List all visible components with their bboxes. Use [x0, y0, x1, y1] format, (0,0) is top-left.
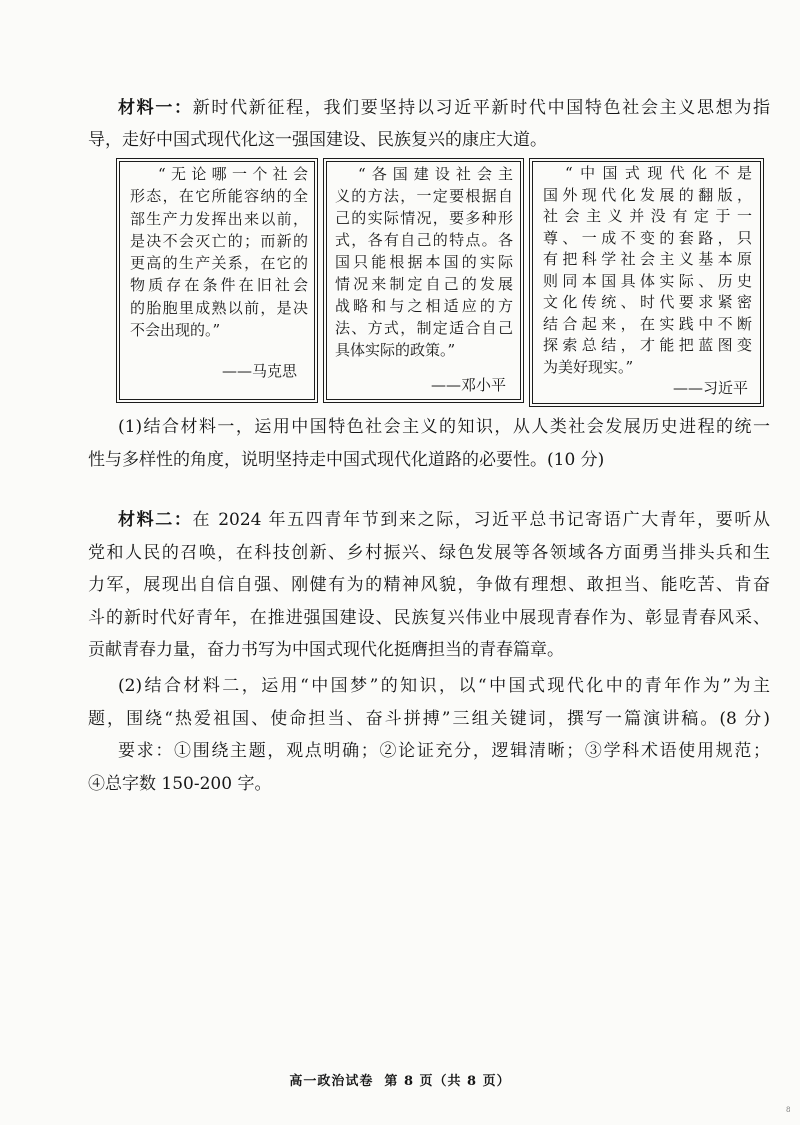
question-1-line: 性与多样性的角度，说明坚持走中国式现代化道路的必要性。(10 分)	[88, 450, 605, 470]
quote-line: 更高的生产关系，在它的	[130, 254, 308, 273]
quote-line: 国外现代化发展的翻版，	[543, 185, 752, 204]
quote-line: 文化传统、时代要求紧密	[543, 293, 752, 311]
corner-page-mark: 8	[786, 1106, 791, 1114]
quote-line: “无论哪一个社会	[158, 165, 308, 183]
quote-line: 具体实际的政策。”	[335, 341, 456, 359]
material-1-text: 新时代新征程，我们要坚持以习近平新时代中国特色社会主义思想为指	[192, 98, 771, 118]
material-1-line: 导，走好中国式现代化这一强国建设、民族复兴的康庄大道。	[88, 130, 547, 150]
quote-box-deng	[323, 158, 524, 403]
quote-line: “各国建设社会主	[358, 165, 513, 183]
question-2-requirements: ④总字数 150-200 字。	[88, 773, 272, 794]
quote-line: 部生产力发挥出来以前，	[130, 209, 308, 228]
quote-line: 结合起来，在实践中不断	[543, 314, 752, 333]
question-2-requirements: 要求：①围绕主题，观点明确；②论证充分，逻辑清晰；③学科术语使用规范；	[118, 741, 770, 761]
question-2-line: 题，围绕“热爱祖国、使命担当、奋斗拼搏”三组关键词，撰写一篇演讲稿。(8 分)	[88, 708, 770, 729]
quote-box-xi	[529, 158, 764, 407]
material-2-line: 斗的新时代好青年，在推进强国建设、民族复兴伟业中展现青春作为、彰显青春风采、	[88, 607, 770, 628]
quote-line: 是决不会灭亡的；而新的	[130, 231, 308, 250]
material-2-line: 党和人民的召唤，在科技创新、乡村振兴、绿色发展等各领域各方面勇当排头兵和生	[88, 542, 770, 563]
quote-line: “中国式现代化不是	[565, 164, 752, 182]
material-1	[88, 92, 770, 156]
quote-line: 战略和与之相适应的方	[335, 297, 513, 315]
quote-line: 则同本国具体实际、历史	[543, 271, 752, 290]
quote-author: ——邓小平	[430, 376, 506, 394]
material-1-label: 材料一：	[118, 98, 193, 118]
question-2-line: (2)结合材料二，运用“中国梦”的知识，以“中国式现代化中的青年作为”为主	[118, 676, 770, 696]
quote-line: 式，各有自己的特点。各	[335, 231, 513, 249]
quote-line: 己的实际情况，要多种形	[335, 209, 513, 227]
quote-line: 尊、一成不变的套路，只	[543, 228, 752, 247]
question-2	[88, 670, 770, 800]
material-2-line: 力军，展现出自信自强、刚健有为的精神风貌，争做有理想、敢担当、能吃苦、肯奋	[88, 575, 770, 595]
material-2	[88, 504, 770, 667]
material-2-label: 材料二：	[118, 510, 193, 530]
quote-line: 物质存在条件在旧社会	[130, 276, 308, 295]
question-1-line: (1)结合材料一，运用中国特色社会主义的知识，从人类社会发展历史进程的统一	[118, 417, 770, 437]
material-2-line	[88, 504, 770, 537]
material-2-line: 贡献青春力量，奋力书写为中国式现代化挺膺担当的青春篇章。	[88, 640, 564, 660]
quote-box-marx	[116, 158, 318, 403]
quote-author: ——习近平	[672, 379, 748, 397]
quote-line: 情况来制定自己的发展	[335, 275, 513, 293]
quote-line: 社会主义并没有定于一	[543, 207, 752, 225]
quote-line: 不会出现的。”	[130, 321, 221, 340]
question-1	[88, 411, 770, 477]
quote-line: 法、方式，制定适合自己	[335, 319, 513, 337]
quote-line: 的胎胞里成熟以前，是决	[130, 298, 308, 317]
material-2-text: 在 2024 年五四青年节到来之际，习近平总书记寄语广大青年，要听从	[192, 510, 771, 530]
quote-line: 形态，在它所能容纳的全	[130, 187, 308, 206]
quote-line: 探索总结，才能把蓝图变	[543, 336, 752, 354]
quote-line: 义的方法，一定要根据自	[335, 187, 513, 205]
quote-line: 国只能根据本国的实际	[335, 253, 513, 271]
quote-author: ——马克思	[221, 362, 297, 380]
quote-line: 有把科学社会主义基本原	[543, 250, 752, 268]
material-1-line	[88, 92, 770, 124]
page-footer: 高一政治试卷 第 8 页（共 8 页）	[289, 1074, 511, 1089]
quote-line: 为美好现实。”	[543, 357, 634, 376]
